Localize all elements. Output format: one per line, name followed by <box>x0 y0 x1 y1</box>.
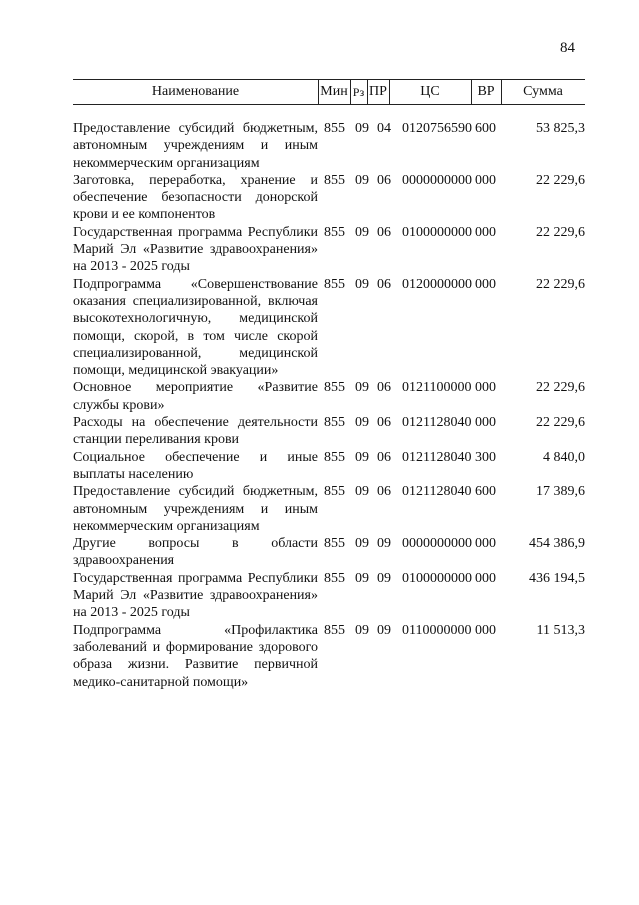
cell-min: 855 <box>324 536 345 552</box>
table-row <box>73 379 585 414</box>
cell-sum: 17 389,6 <box>536 484 585 500</box>
cell-pr: 06 <box>377 380 391 396</box>
table-row <box>73 483 585 535</box>
cell-sum: 53 825,3 <box>536 121 585 136</box>
cell-rz: 09 <box>355 484 369 500</box>
cell-vr: 000 <box>475 224 496 240</box>
cell-name: Государственная программа Республики Марий Эл «Развитие здравоохранения» на 2013 - 2025 годы <box>73 570 318 621</box>
cell-name: Основное мероприятие «Развитие службы крови» <box>73 380 318 413</box>
header-sum: Сумма <box>523 84 563 99</box>
cell-min: 855 <box>324 121 345 136</box>
cell-sum: 454 386,9 <box>529 536 585 552</box>
cell-name: Предоставление субсидий бюджетным, автономным учреждениям и иным некоммерческим организациям <box>73 484 318 534</box>
cell-name: Подпрограмма «Профилактика заболеваний и формирование здорового образа жизни. Развитие первичной медико-санитарной помощи» <box>73 622 318 690</box>
cell-pr: 06 <box>377 172 391 188</box>
cell-pr: 06 <box>377 224 391 240</box>
cell-cs: 0100000000 <box>402 570 472 586</box>
cell-min: 855 <box>324 484 345 500</box>
cell-vr: 300 <box>475 449 496 465</box>
cell-vr: 000 <box>475 622 496 638</box>
cell-name: Государственная программа Республики Марий Эл «Развитие здравоохранения» на 2013 - 2025 годы <box>73 224 318 275</box>
table-row <box>73 570 585 622</box>
cell-rz: 09 <box>355 449 369 465</box>
header-vr: ВР <box>477 84 495 99</box>
cell-name: Предоставление субсидий бюджетным, автономным учреждениям и иным некоммерческим организациям <box>73 121 318 171</box>
cell-cs: 0121100000 <box>402 380 472 396</box>
header-pr: ПР <box>369 84 387 99</box>
cell-rz: 09 <box>355 276 369 292</box>
cell-name: Заготовка, переработка, хранение и обеспечение безопасности донорской крови и ее компонентов <box>73 172 318 223</box>
cell-cs: 0000000000 <box>402 536 472 552</box>
cell-pr: 06 <box>377 484 391 500</box>
cell-cs: 0120756590 <box>402 121 472 136</box>
cell-min: 855 <box>324 380 345 396</box>
cell-min: 855 <box>324 224 345 240</box>
cell-cs: 0120000000 <box>402 276 472 292</box>
cell-vr: 000 <box>475 172 496 188</box>
header-min: Мин <box>320 84 348 99</box>
table-row <box>73 622 585 691</box>
cell-vr: 000 <box>475 276 496 292</box>
cell-min: 855 <box>324 415 345 431</box>
table-row <box>73 172 585 224</box>
cell-sum: 22 229,6 <box>536 172 585 188</box>
cell-vr: 600 <box>475 484 496 500</box>
cell-min: 855 <box>324 570 345 586</box>
cell-sum: 22 229,6 <box>536 276 585 292</box>
cell-sum: 22 229,6 <box>536 380 585 396</box>
cell-name: Другие вопросы в области здравоохранения <box>73 536 318 569</box>
table-header <box>73 79 585 105</box>
table-row <box>73 449 585 484</box>
cell-cs: 0121128040 <box>402 449 472 465</box>
cell-vr: 000 <box>475 380 496 396</box>
header-name: Наименование <box>151 84 240 99</box>
cell-cs: 0100000000 <box>402 224 472 240</box>
cell-cs: 0000000000 <box>402 172 472 188</box>
table-body <box>73 120 585 691</box>
cell-name: Социальное обеспечение и иные выплаты населению <box>73 449 318 482</box>
header-rz: Рз <box>352 85 365 99</box>
header-cs: ЦС <box>420 84 440 99</box>
cell-rz: 09 <box>355 121 369 136</box>
cell-pr: 06 <box>377 415 391 431</box>
cell-vr: 000 <box>475 570 496 586</box>
cell-sum: 22 229,6 <box>536 415 585 431</box>
cell-pr: 06 <box>377 449 391 465</box>
cell-cs: 0110000000 <box>402 622 472 638</box>
cell-cs: 0121128040 <box>402 484 472 500</box>
cell-cs: 0121128040 <box>402 415 472 431</box>
cell-sum: 436 194,5 <box>529 570 585 586</box>
table-row <box>73 276 585 380</box>
table-row <box>73 120 585 172</box>
cell-name: Расходы на обеспечение деятельности станции переливания крови <box>73 415 318 448</box>
cell-pr: 09 <box>377 570 391 586</box>
cell-pr: 04 <box>377 121 391 136</box>
cell-rz: 09 <box>355 570 369 586</box>
table-row <box>73 414 585 449</box>
cell-min: 855 <box>324 449 345 465</box>
cell-sum: 11 513,3 <box>536 622 585 638</box>
cell-sum: 4 840,0 <box>543 449 585 465</box>
cell-rz: 09 <box>355 380 369 396</box>
cell-vr: 000 <box>475 415 496 431</box>
cell-rz: 09 <box>355 536 369 552</box>
cell-vr: 000 <box>475 536 496 552</box>
cell-pr: 09 <box>377 536 391 552</box>
cell-pr: 06 <box>377 276 391 292</box>
cell-vr: 600 <box>475 121 496 136</box>
page-number: 84 <box>560 40 575 56</box>
cell-name: Подпрограмма «Совершенствование оказания специализированной, включая высокотехнологичную, медицинской помощи, скорой, в том числе скорой специализированной, медицинской помощи, медицинской эвакуации» <box>73 276 318 379</box>
table-row <box>73 224 585 276</box>
cell-min: 855 <box>324 622 345 638</box>
cell-pr: 09 <box>377 622 391 638</box>
cell-rz: 09 <box>355 415 369 431</box>
table-row <box>73 535 585 570</box>
cell-rz: 09 <box>355 172 369 188</box>
cell-sum: 22 229,6 <box>536 224 585 240</box>
cell-rz: 09 <box>355 622 369 638</box>
cell-min: 855 <box>324 172 345 188</box>
cell-min: 855 <box>324 276 345 292</box>
cell-rz: 09 <box>355 224 369 240</box>
